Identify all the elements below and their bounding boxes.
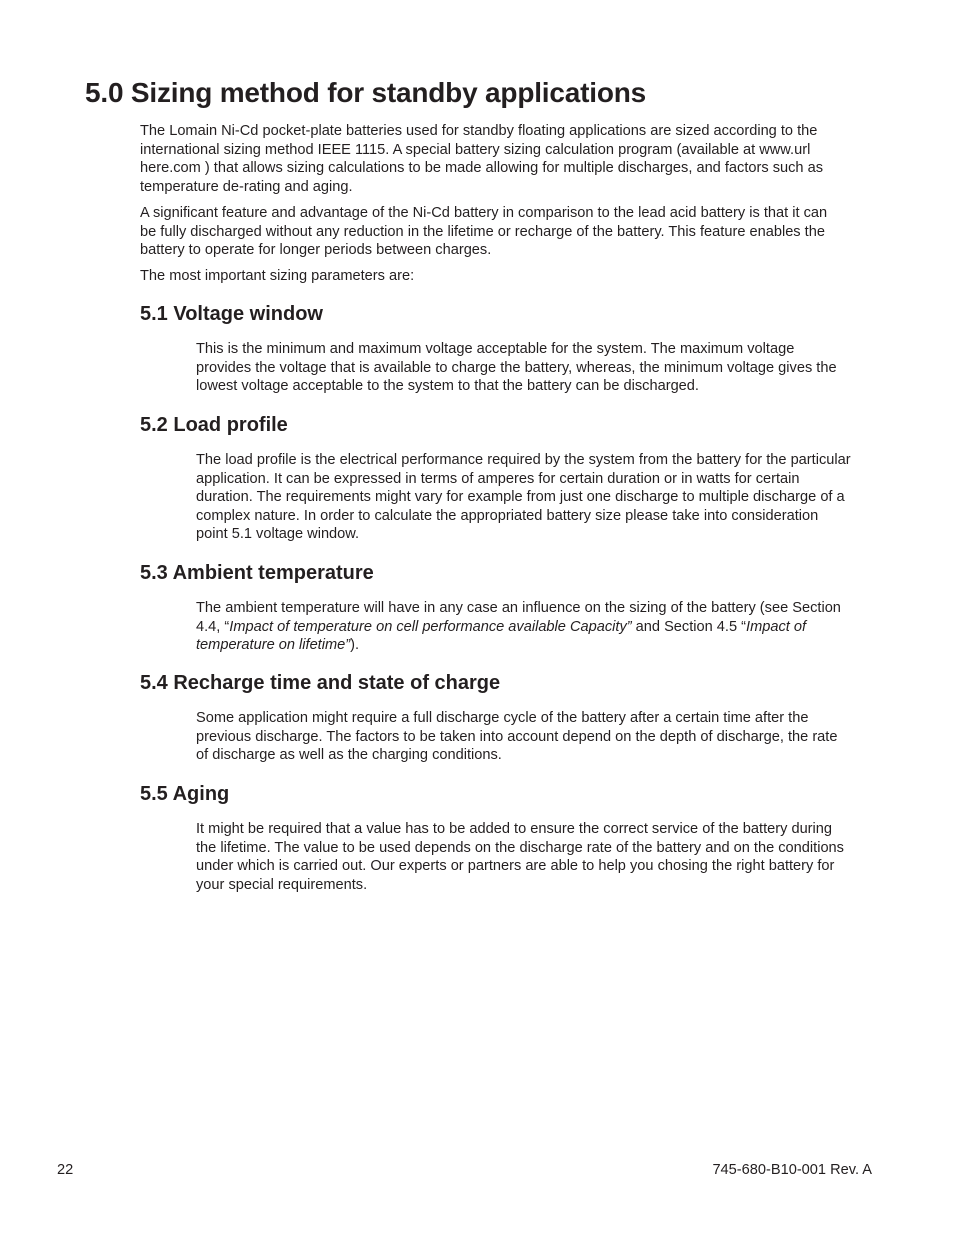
ambient-italic-lifetime: Impact of temperature on lifetime” <box>196 618 807 654</box>
section-heading-voltage-window: 5.1 Voltage window <box>140 303 323 325</box>
ambient-italic-capacity: Impact of temperature on cell performance available Capacity” <box>229 618 632 635</box>
document-id: 745-680-B10-001 Rev. A <box>712 1162 872 1178</box>
section-heading-recharge-time: 5.4 Recharge time and state of charge <box>140 672 501 694</box>
ambient-text-part-2: and Section 4.5 “ <box>631 618 747 635</box>
section-heading-load-profile: 5.2 Load profile <box>140 414 288 436</box>
intro-paragraph-3: The most important sizing parameters are: <box>140 268 415 284</box>
ambient-text-part-3: ). <box>350 637 360 654</box>
section-heading-aging: 5.5 Aging <box>140 783 230 805</box>
section-text-ambient-temperature <box>196 599 851 655</box>
page-title: 5.0 Sizing method for standby applications <box>85 77 647 108</box>
section-text-aging: It might be required that a value has to be added to ensure the correct service of the battery during the lifetime. The value to be used depends on the discharge rate of the battery and on the conditions under which is carried out. Our experts or partners are able to help you chosing the right battery for your special requirements. <box>196 821 844 893</box>
ambient-text-part-1: The ambient temperature will have in any case an influence on the sizing of the battery (see Section 4.4, “ <box>196 600 841 635</box>
page-number: 22 <box>57 1162 74 1178</box>
intro-paragraph-2: A significant feature and advantage of the Ni-Cd battery in comparison to the lead acid battery is that it can be fully discharged without any reduction in the lifetime or recharge of the battery. This feature enables the battery to operate for longer periods between charges. <box>140 205 828 259</box>
section-text-recharge-time: Some application might require a full discharge cycle of the battery after a certain time after the previous discharge. The factors to be taken into account depend on the depth of discharge, the rate of discharge as well as the charging conditions. <box>196 710 838 764</box>
intro-paragraph-1: The Lomain Ni-Cd pocket-plate batteries used for standby floating applications are sized according to the international sizing method IEEE 1115. A special battery sizing calculation program (available at www.url here.com ) that allows sizing calculations to be made allowing for multiple discharges, and factors such as temperature de-rating and aging. <box>140 123 823 195</box>
section-heading-ambient-temperature: 5.3 Ambient temperature <box>140 562 374 584</box>
section-text-voltage-window: This is the minimum and maximum voltage acceptable for the system. The maximum voltage provides the voltage that is available to charge the battery, whereas, the minimum voltage gives the lowest voltage acceptable to the system to that the battery can be discharged. <box>196 341 837 395</box>
section-text-load-profile: The load profile is the electrical performance required by the system from the battery for the particular application. It can be expressed in terms of amperes for certain duration or in watts for certain duration. The requirements might vary for example from just one discharge to multiple discharge of a complex nature. In order to calculate the appropriated battery size please take into consideration point 5.1 voltage window. <box>196 452 851 543</box>
